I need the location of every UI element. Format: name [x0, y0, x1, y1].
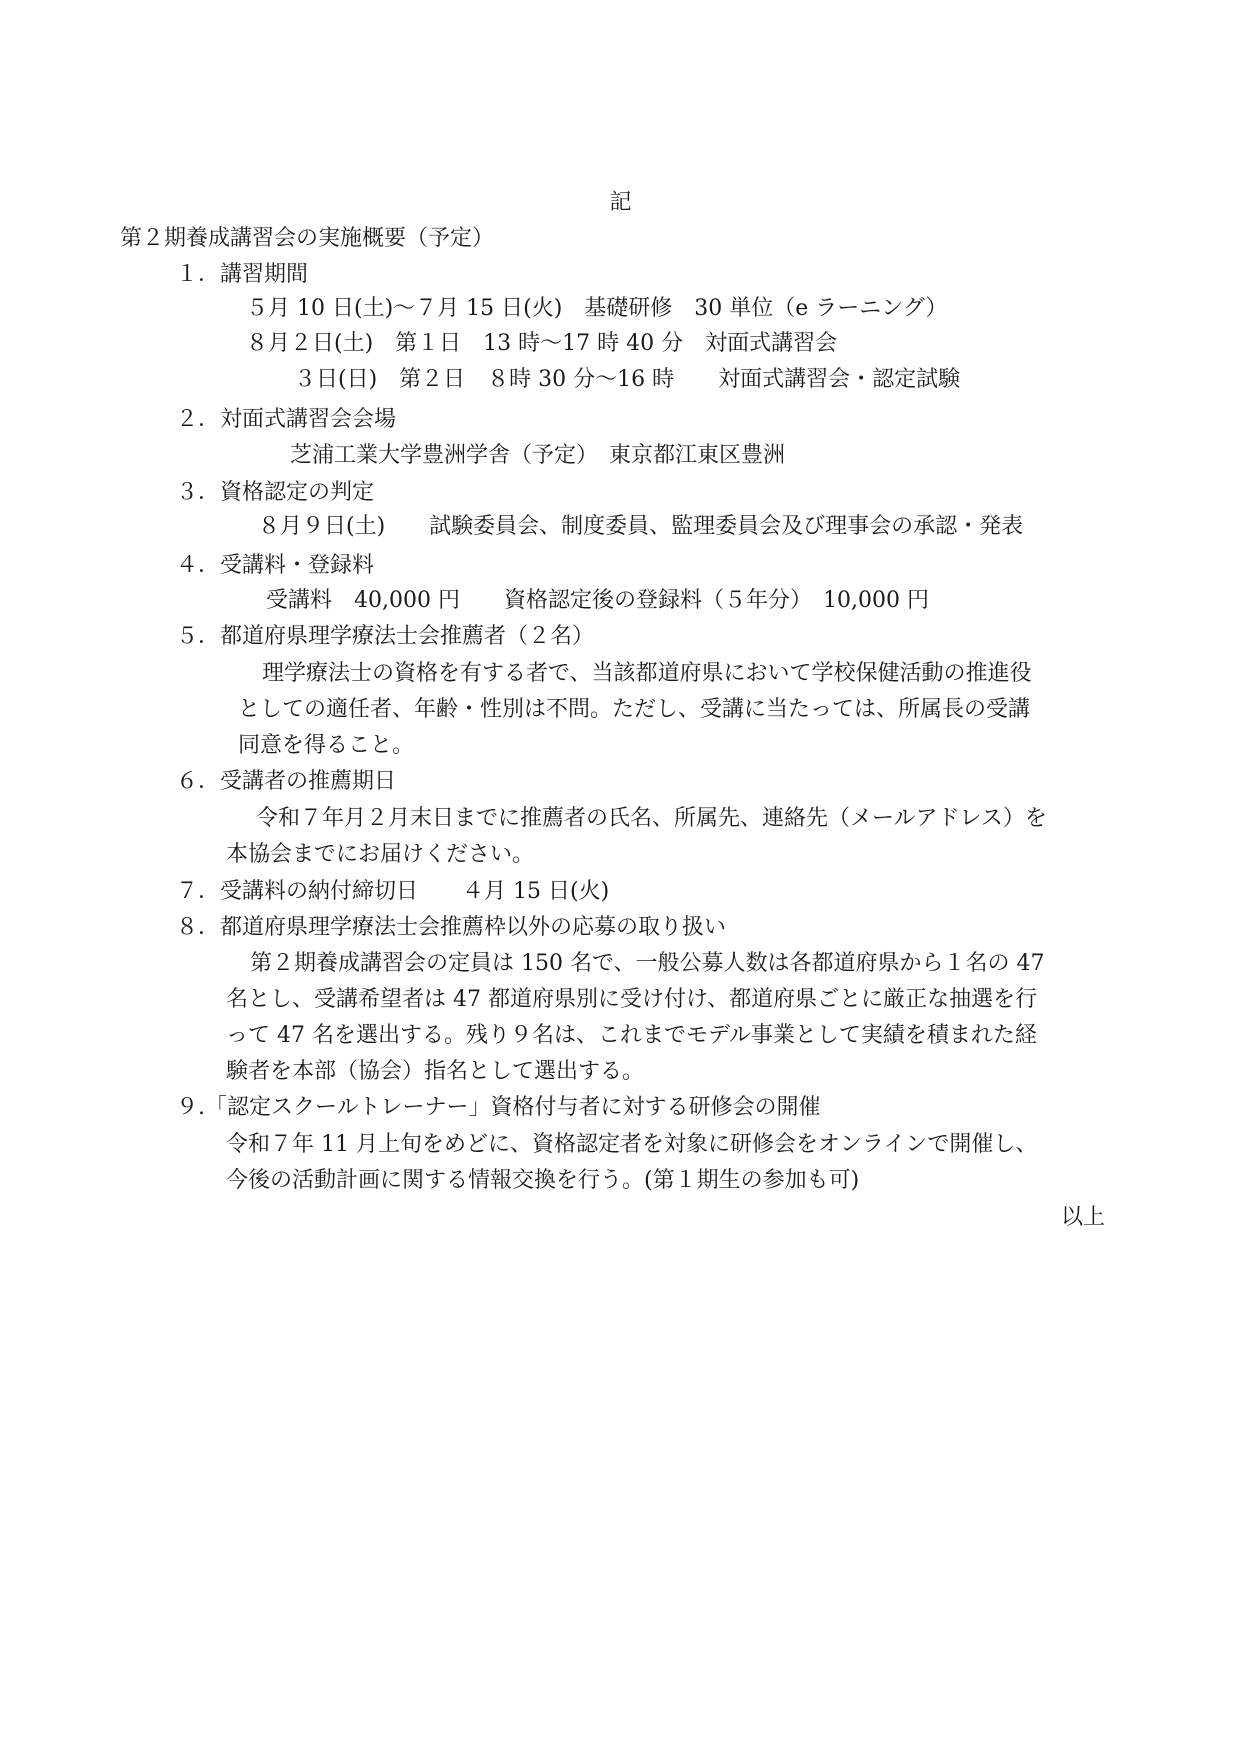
section-4-heading: ４．受講料・登録料 [176, 553, 375, 578]
section-3-line-1: ８月９日(土) 試験委員会、制度委員、監理委員会及び理事会の承認・発表 [258, 514, 1024, 539]
section-5-line-1: 理学療法士の資格を有する者で、当該都道府県において学校保健活動の推進役 [262, 661, 1032, 686]
section-1-line-3: ３日(日) 第２日 ８時 30 分～16 時 対面式講習会・認定試験 [294, 367, 961, 392]
section-9-line-2: 今後の活動計画に関する情報交換を行う。(第１期生の参加も可) [226, 1168, 860, 1193]
section-8-line-1: 第２期養成講習会の定員は 150 名で、一般公募人数は各都道府県から１名の 47 [250, 951, 1045, 976]
section-2-line-1: 芝浦工業大学豊洲学舎（予定） 東京都江東区豊洲 [290, 443, 786, 468]
section-8-heading: ８．都道府県理学療法士会推薦枠以外の応募の取り扱い [176, 915, 727, 940]
section-8-line-3: って 47 名を選出する。残り９名は、これまでモデル事業として実績を積まれた経 [226, 1023, 1037, 1048]
section-2-heading: ２．対面式講習会会場 [176, 407, 397, 432]
record-heading: 記 [609, 190, 632, 215]
section-8-line-4: 験者を本部（協会）指名として選出する。 [226, 1059, 645, 1084]
section-4-line-1: 受講料 40,000 円 資格認定後の登録料（５年分） 10,000 円 [266, 588, 929, 613]
section-7-heading: ７．受講料の納付締切日 ４月 15 日(火) [176, 879, 610, 904]
section-9-heading: ９.「認定スクールトレーナー」資格付与者に対する研修会の開催 [176, 1095, 821, 1120]
section-9-line-1: 令和７年 11 月上旬をめどに、資格認定者を対象に研修会をオンラインで開催し、 [226, 1132, 1038, 1157]
section-1-line-2: ８月２日(土) 第１日 13 時～17 時 40 分 対面式講習会 [246, 331, 838, 356]
section-5-line-3: 同意を得ること。 [238, 733, 415, 758]
document-title: 第２期養成講習会の実施概要（予定） [120, 226, 495, 251]
section-6-line-2: 本協会までにお届けください。 [226, 842, 535, 867]
section-5-heading: ５．都道府県理学療法士会推薦者（２名） [176, 624, 595, 649]
section-5-line-2: としての適任者、年齢・性別は不問。ただし、受講に当たっては、所属長の受講 [238, 697, 1031, 722]
section-6-line-1: 令和７年月２月末日までに推薦者の氏名、所属先、連絡先（メールアドレス）を [256, 806, 1047, 831]
closing-remark: 以上 [1060, 1205, 1105, 1230]
section-8-line-2: 名とし、受講希望者は 47 都道府県別に受け付け、都道府県ごとに厳正な抽選を行 [226, 987, 1038, 1012]
section-1-line-1: ５月 10 日(土)～７月 15 日(火) 基礎研修 30 単位（e ラーニング） [246, 296, 948, 321]
section-1-heading: １．講習期間 [176, 262, 309, 287]
section-6-heading: ６．受講者の推薦期日 [176, 769, 397, 794]
section-3-heading: ３．資格認定の判定 [176, 480, 375, 505]
